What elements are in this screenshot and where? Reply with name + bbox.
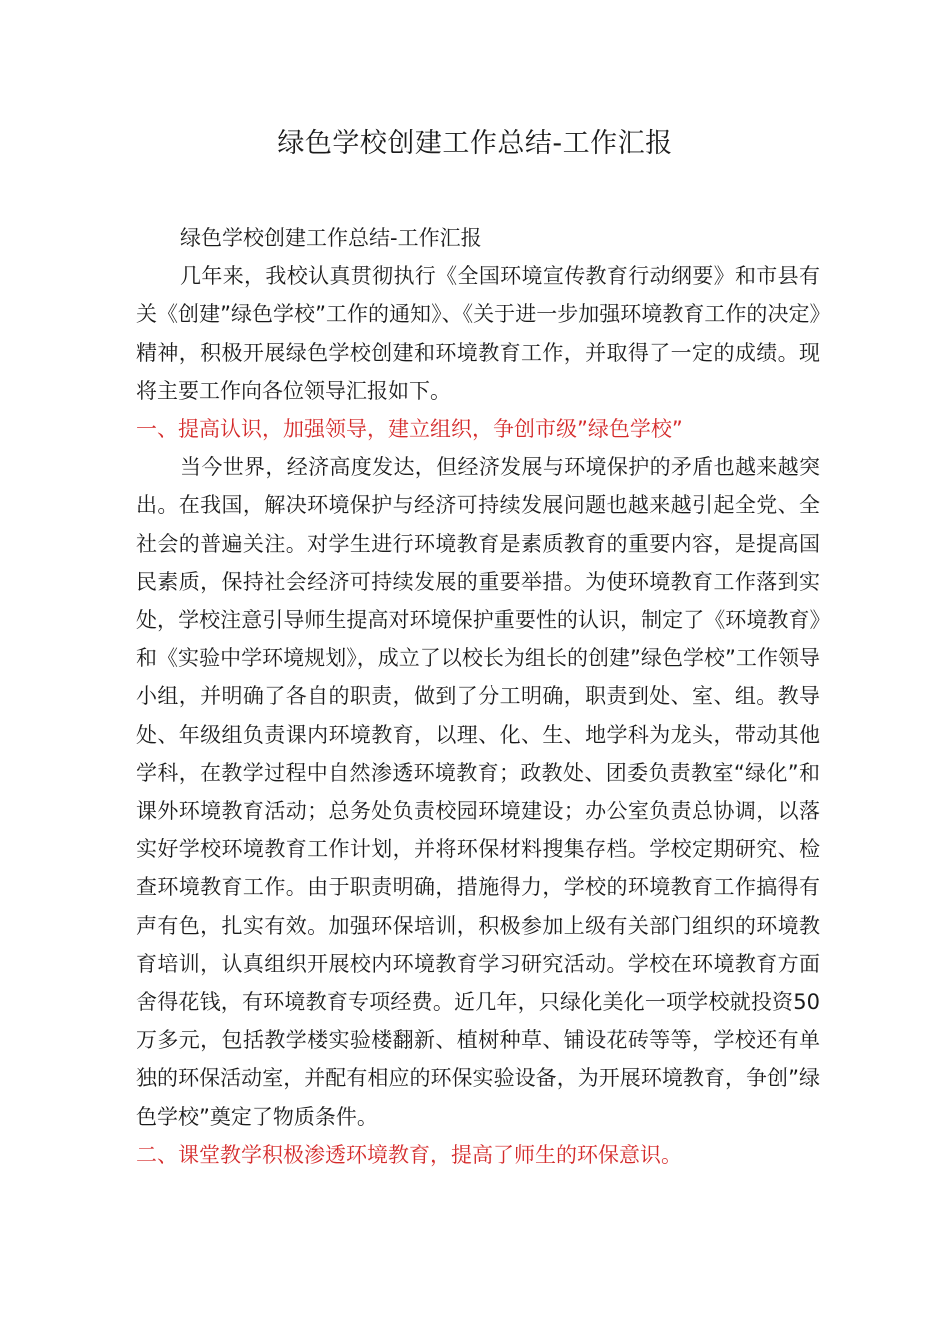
section-2-heading: 二、课堂教学积极渗透环境教育，提高了师生的环保意识。 <box>136 1142 682 1167</box>
document-title: 绿色学校创建工作总结-工作汇报 <box>277 128 673 159</box>
section-1-paragraph: 当今世界，经济高度发达，但经济发展与环境保护的矛盾也越来越突出。在我国，解决环境保护与经济可持续发展问题也越来越引起全党、全社会的普遍关注。对学生进行环境教育是素质教育的重要内容，是提高国民素质，保持社会经济可持续发展的重要举措。为使环境教育工作落到实处，学校注意引导师生提高对环境保护重要性的认识，制定了《环境教育》和《实验中学环境规划》，成立了以校长为组长的创建”绿色学校”工作领导小组，并明确了各自的职责，做到了分工明确，职责到处、室、组。教导处、年级组负责课内环境教育，以理、化、生、地学科为龙头，带动其他学科，在教学过程中自然渗透环境教育；政教处、团委负责教室“绿化”和课外环境教育活动；总务处负责校园环境建设；办公室负责总协调，以落实好学校环境教育工作计划，并将环保材料搜集存档。学校定期研究、检查环境教育工作。由于职责明确，措施得力，学校的环境教育工作搞得有声有色，扎实有效。加强环保培训，积极参加上级有关部门组织的环境教育培训，认真组织开展校内环境教育学习研究活动。学校在环境教育方面舍得花钱，有环境教育专项经费。近几年，只绿化美化一项学校就投资50万多元，包括教学楼实验楼翻新、植树种草、铺设花砖等等，学校还有单独的环保活动室，并配有相应的环保实验设备，为开展环境教育，争创”绿色学校”奠定了物质条件。 <box>136 455 820 1129</box>
section-1-heading: 一、提高认识，加强领导，建立组织，争创市级”绿色学校” <box>136 417 683 442</box>
subtitle-paragraph: 绿色学校创建工作总结-工作汇报 <box>180 226 482 250</box>
intro-paragraph: 几年来，我校认真贯彻执行《全国环境宣传教育行动纲要》和市县有关《创建”绿色学校”工作的通知》、《关于进一步加强环境教育工作的决定》精神，积极开展绿色学校创建和环境教育工作，并取得了一定的成绩。现将主要工作向各位领导汇报如下。 <box>136 264 820 403</box>
document-body <box>136 219 820 1174</box>
